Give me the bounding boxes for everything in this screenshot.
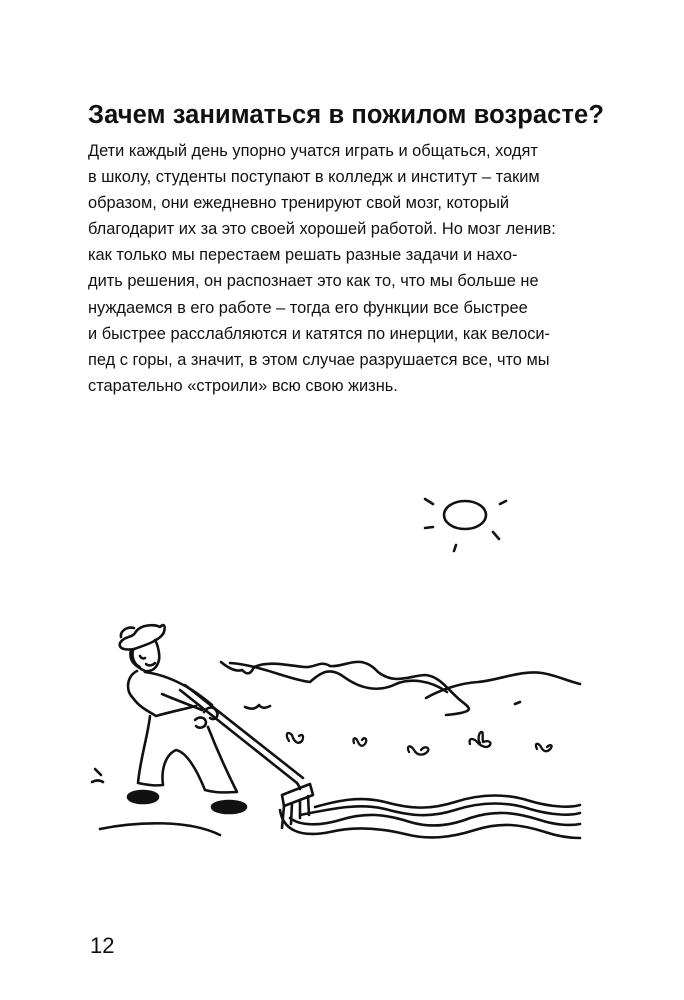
paragraph-line: старательно «строили» всю свою жизнь. xyxy=(88,376,398,395)
paragraph-line: дить решения, он распознает это как то, что мы больше не xyxy=(88,272,539,291)
paragraph-line: Дети каждый день упорно учатся играть и общаться, ходят xyxy=(88,142,538,160)
paragraph-line: нуждаемся в его работе – тогда его функции все быстрее xyxy=(88,298,528,317)
paragraph-line: образом, они ежедневно тренируют свой мозг, который xyxy=(88,194,510,213)
paragraph-line: благодарит их за это своей хорошей работой. Но мозг ленив: xyxy=(88,220,556,239)
body-paragraph xyxy=(88,138,608,399)
sprouts xyxy=(287,732,552,755)
paragraph-line: в школу, студенты поступают в колледж и институт – таким xyxy=(88,168,540,187)
paragraph-line: пед с горы, а значит, в этом случае разрушается все, что мы xyxy=(88,350,550,369)
paragraph-line: как только мы перестаем решать разные задачи и нахо- xyxy=(88,246,518,265)
hills xyxy=(221,662,580,715)
sun-icon xyxy=(425,499,506,551)
ground-line xyxy=(100,823,220,835)
paragraph-line: и быстрее расслабляются и катятся по инерции, как велоси- xyxy=(88,324,551,343)
page-number: 12 xyxy=(90,933,115,958)
man-with-hat xyxy=(92,625,246,813)
page-title: Зачем заниматься в пожилом возрасте? xyxy=(88,101,604,130)
illustration-man-raking xyxy=(0,470,684,870)
furrows xyxy=(280,795,580,838)
